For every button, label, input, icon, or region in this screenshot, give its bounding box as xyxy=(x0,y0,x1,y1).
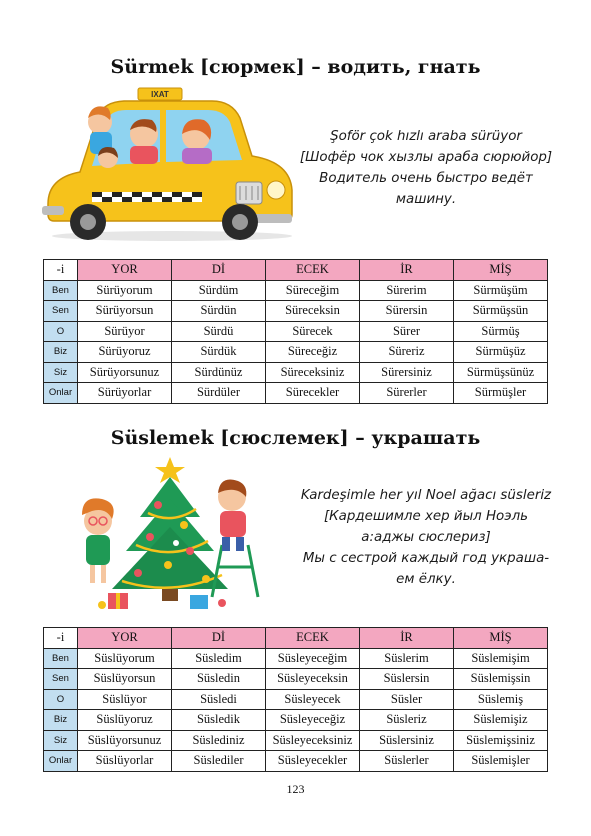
pronoun-cell: Ben xyxy=(44,648,78,669)
table-cell: Süsleyeceksin xyxy=(266,669,360,690)
pronoun-cell: Siz xyxy=(44,730,78,751)
header-cell: -i xyxy=(44,260,78,281)
header-cell: YOR xyxy=(78,260,172,281)
header-cell: İR xyxy=(360,260,454,281)
table-cell: Sürüyorsun xyxy=(78,301,172,322)
table-cell: Sürmüş xyxy=(454,321,548,342)
table-cell: Süsleyeceksiniz xyxy=(266,730,360,751)
table-cell: Süslüyorsunuz xyxy=(78,730,172,751)
table-row xyxy=(44,362,548,383)
table-cell: Sürmüşüm xyxy=(454,280,548,301)
table-cell: Sürdün xyxy=(172,301,266,322)
table-cell: Süsleyeceğiz xyxy=(266,710,360,731)
table-cell: Süsledin xyxy=(172,669,266,690)
table-cell: Süslüyor xyxy=(78,689,172,710)
table-cell: Süsleriz xyxy=(360,710,454,731)
table-cell: Sürüyor xyxy=(78,321,172,342)
table-cell: Sürerler xyxy=(360,383,454,404)
pronoun-cell: Siz xyxy=(44,362,78,383)
table-row xyxy=(44,730,548,751)
christmas-tree-illustration xyxy=(72,455,272,615)
table-row xyxy=(44,710,548,731)
example-line: машину. xyxy=(395,192,457,207)
example-line: а:аджы сюслериз] xyxy=(361,530,491,545)
table-cell: Sürerim xyxy=(360,280,454,301)
table-cell: Sürmüşüz xyxy=(454,342,548,363)
header-cell: Dİ xyxy=(172,260,266,281)
pronoun-cell: Biz xyxy=(44,342,78,363)
table-cell: Süslerler xyxy=(360,751,454,772)
table-cell: Sürecekler xyxy=(266,383,360,404)
taxi-illustration xyxy=(40,86,300,244)
table-cell: Sürmüşler xyxy=(454,383,548,404)
table-row xyxy=(44,280,548,301)
table-cell: Sürersin xyxy=(360,301,454,322)
table-cell: Süslediniz xyxy=(172,730,266,751)
table-cell: Süreriz xyxy=(360,342,454,363)
table-cell: Süsleyeceğim xyxy=(266,648,360,669)
table-cell: Süsleyecek xyxy=(266,689,360,710)
table-cell: Sürdünüz xyxy=(172,362,266,383)
pronoun-cell: Ben xyxy=(44,280,78,301)
table-cell: Süsledik xyxy=(172,710,266,731)
section1-title: Sürmek [сюрмек] – водить, гнать xyxy=(110,56,481,78)
example-line: Şoför çok hızlı araba sürüyor xyxy=(330,129,522,144)
table-cell: Süsledi xyxy=(172,689,266,710)
table-cell: Süslüyorum xyxy=(78,648,172,669)
table-cell: Sürmüşsünüz xyxy=(454,362,548,383)
table-cell: Süsledim xyxy=(172,648,266,669)
table-row xyxy=(44,669,548,690)
example-line: Kardeşimle her yıl Noel ağacı süsleriz xyxy=(300,488,552,503)
header-cell: ECEK xyxy=(266,260,360,281)
table-cell: Sürüyorum xyxy=(78,280,172,301)
table-cell: Süslüyorlar xyxy=(78,751,172,772)
header-cell: MİŞ xyxy=(454,628,548,649)
table-row xyxy=(44,383,548,404)
table-cell: Süslüyorsun xyxy=(78,669,172,690)
table-cell: Sürdüm xyxy=(172,280,266,301)
taxi-sign-text: IXAT xyxy=(151,90,169,99)
table-row xyxy=(44,751,548,772)
header-cell: -i xyxy=(44,628,78,649)
table-cell: Süslediler xyxy=(172,751,266,772)
pronoun-cell: Onlar xyxy=(44,751,78,772)
table-cell: Süreceğim xyxy=(266,280,360,301)
table-cell: Süsleyecekler xyxy=(266,751,360,772)
table-cell: Süslersiniz xyxy=(360,730,454,751)
example-line: Мы с сестрой каждый год украша- xyxy=(302,551,550,566)
table-cell: Süslemişim xyxy=(454,648,548,669)
header-cell: MİŞ xyxy=(454,260,548,281)
pronoun-cell: Onlar xyxy=(44,383,78,404)
table-cell: Sürmüşsün xyxy=(454,301,548,322)
table-cell: Süslerim xyxy=(360,648,454,669)
table-row xyxy=(44,648,548,669)
pronoun-cell: Biz xyxy=(44,710,78,731)
table-cell: Sürdük xyxy=(172,342,266,363)
section2-conjugation-table xyxy=(43,627,548,772)
example-line: ем ёлку. xyxy=(396,572,456,587)
table-cell: Süreceksiniz xyxy=(266,362,360,383)
pronoun-cell: Sen xyxy=(44,669,78,690)
section2-example xyxy=(290,485,562,590)
table-cell: Süslemişiz xyxy=(454,710,548,731)
header-cell: Dİ xyxy=(172,628,266,649)
page-number: 123 xyxy=(286,782,305,796)
table-row xyxy=(44,342,548,363)
table-cell: Sürdü xyxy=(172,321,266,342)
table-row xyxy=(44,321,548,342)
table-header-row xyxy=(44,260,548,281)
section1-example xyxy=(286,126,566,210)
header-cell: İR xyxy=(360,628,454,649)
table-cell: Süslüyoruz xyxy=(78,710,172,731)
table-cell: Süslemişler xyxy=(454,751,548,772)
table-cell: Süslemişsin xyxy=(454,669,548,690)
table-cell: Sürer xyxy=(360,321,454,342)
table-cell: Süreceğiz xyxy=(266,342,360,363)
header-cell: ECEK xyxy=(266,628,360,649)
pronoun-cell: O xyxy=(44,689,78,710)
table-header-row xyxy=(44,628,548,649)
table-row xyxy=(44,301,548,322)
pronoun-cell: Sen xyxy=(44,301,78,322)
table-cell: Süslemiş xyxy=(454,689,548,710)
section2-title: Süslemek [сюслемек] – украшать xyxy=(110,427,481,449)
table-cell: Süslersin xyxy=(360,669,454,690)
section1-conjugation-table xyxy=(43,259,548,404)
table-row xyxy=(44,689,548,710)
table-cell: Sürüyoruz xyxy=(78,342,172,363)
table-cell: Süsler xyxy=(360,689,454,710)
table-cell: Sürüyorsunuz xyxy=(78,362,172,383)
table-cell: Süslemişsiniz xyxy=(454,730,548,751)
table-cell: Sürersiniz xyxy=(360,362,454,383)
table-cell: Sürdüler xyxy=(172,383,266,404)
table-cell: Sürüyorlar xyxy=(78,383,172,404)
table-cell: Sürecek xyxy=(266,321,360,342)
example-line: [Шофёр чок хызлы араба сюрюйор] xyxy=(299,150,553,165)
table-cell: Süreceksin xyxy=(266,301,360,322)
example-line: [Кардешимле хер йыл Ноэль xyxy=(323,509,529,524)
pronoun-cell: O xyxy=(44,321,78,342)
example-line: Водитель очень быстро ведёт xyxy=(319,171,533,186)
header-cell: YOR xyxy=(78,628,172,649)
